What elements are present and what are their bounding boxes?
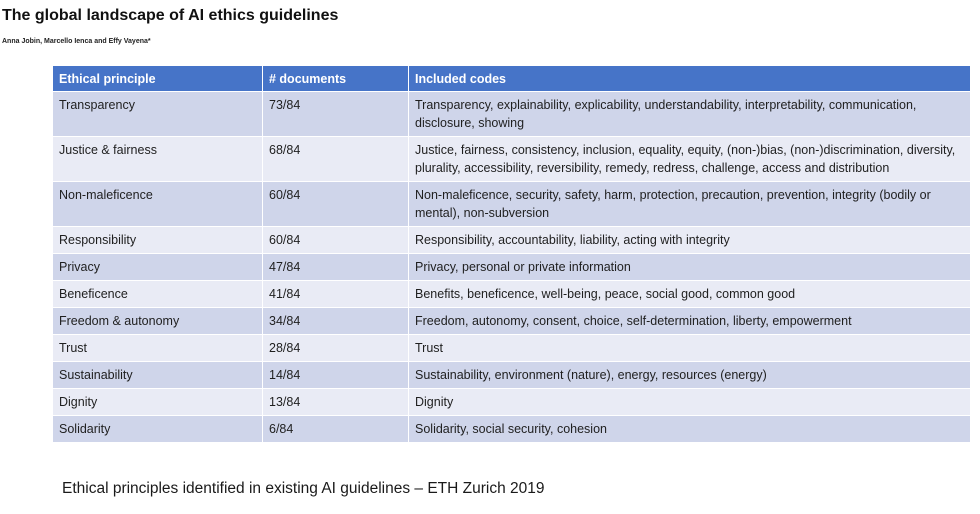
principle-cell: Responsibility	[53, 227, 263, 254]
principle-cell: Trust	[53, 335, 263, 362]
table-row	[53, 362, 971, 389]
codes-cell: Freedom, autonomy, consent, choice, self-determination, liberty, empowerment	[409, 308, 971, 335]
header-ethical-principle: Ethical principle	[53, 66, 263, 92]
codes-cell: Responsibility, accountability, liability, acting with integrity	[409, 227, 971, 254]
table-row	[53, 308, 971, 335]
documents-cell: 47/84	[263, 254, 409, 281]
codes-cell: Justice, fairness, consistency, inclusion, equality, equity, (non-)bias, (non-)discrimination, diversity, plurality, accessibility, reversibility, remedy, redress, challenge, access and distribution	[409, 137, 971, 182]
table-row	[53, 389, 971, 416]
ethics-principles-table	[52, 65, 971, 443]
codes-cell: Trust	[409, 335, 971, 362]
documents-cell: 34/84	[263, 308, 409, 335]
table-row	[53, 254, 971, 281]
principle-cell: Non-maleficence	[53, 182, 263, 227]
documents-cell: 41/84	[263, 281, 409, 308]
table-row	[53, 281, 971, 308]
header-documents: # documents	[263, 66, 409, 92]
codes-cell: Non-maleficence, security, safety, harm, protection, precaution, prevention, integrity (bodily or mental), non-subversion	[409, 182, 971, 227]
codes-cell: Sustainability, environment (nature), energy, resources (energy)	[409, 362, 971, 389]
principle-cell: Justice & fairness	[53, 137, 263, 182]
documents-cell: 73/84	[263, 92, 409, 137]
principle-cell: Solidarity	[53, 416, 263, 443]
principle-cell: Sustainability	[53, 362, 263, 389]
documents-cell: 14/84	[263, 362, 409, 389]
principle-cell: Freedom & autonomy	[53, 308, 263, 335]
principle-cell: Transparency	[53, 92, 263, 137]
documents-cell: 68/84	[263, 137, 409, 182]
table-row	[53, 416, 971, 443]
slide-caption: Ethical principles identified in existing AI guidelines – ETH Zurich 2019	[62, 480, 545, 497]
documents-cell: 28/84	[263, 335, 409, 362]
authors-line: Anna Jobin, Marcello Ienca and Effy Vayena*	[2, 38, 151, 45]
codes-cell: Privacy, personal or private information	[409, 254, 971, 281]
documents-cell: 60/84	[263, 227, 409, 254]
principle-cell: Dignity	[53, 389, 263, 416]
codes-cell: Dignity	[409, 389, 971, 416]
header-included-codes: Included codes	[409, 66, 971, 92]
table-row	[53, 335, 971, 362]
table-header-row	[53, 66, 971, 92]
documents-cell: 13/84	[263, 389, 409, 416]
table-row	[53, 92, 971, 137]
page-title: The global landscape of AI ethics guidelines	[2, 7, 339, 24]
codes-cell: Transparency, explainability, explicability, understandability, interpretability, communication, disclosure, showing	[409, 92, 971, 137]
documents-cell: 60/84	[263, 182, 409, 227]
documents-cell: 6/84	[263, 416, 409, 443]
codes-cell: Solidarity, social security, cohesion	[409, 416, 971, 443]
table-row	[53, 182, 971, 227]
principle-cell: Beneficence	[53, 281, 263, 308]
codes-cell: Benefits, beneficence, well-being, peace, social good, common good	[409, 281, 971, 308]
table-row	[53, 227, 971, 254]
table-row	[53, 137, 971, 182]
principle-cell: Privacy	[53, 254, 263, 281]
